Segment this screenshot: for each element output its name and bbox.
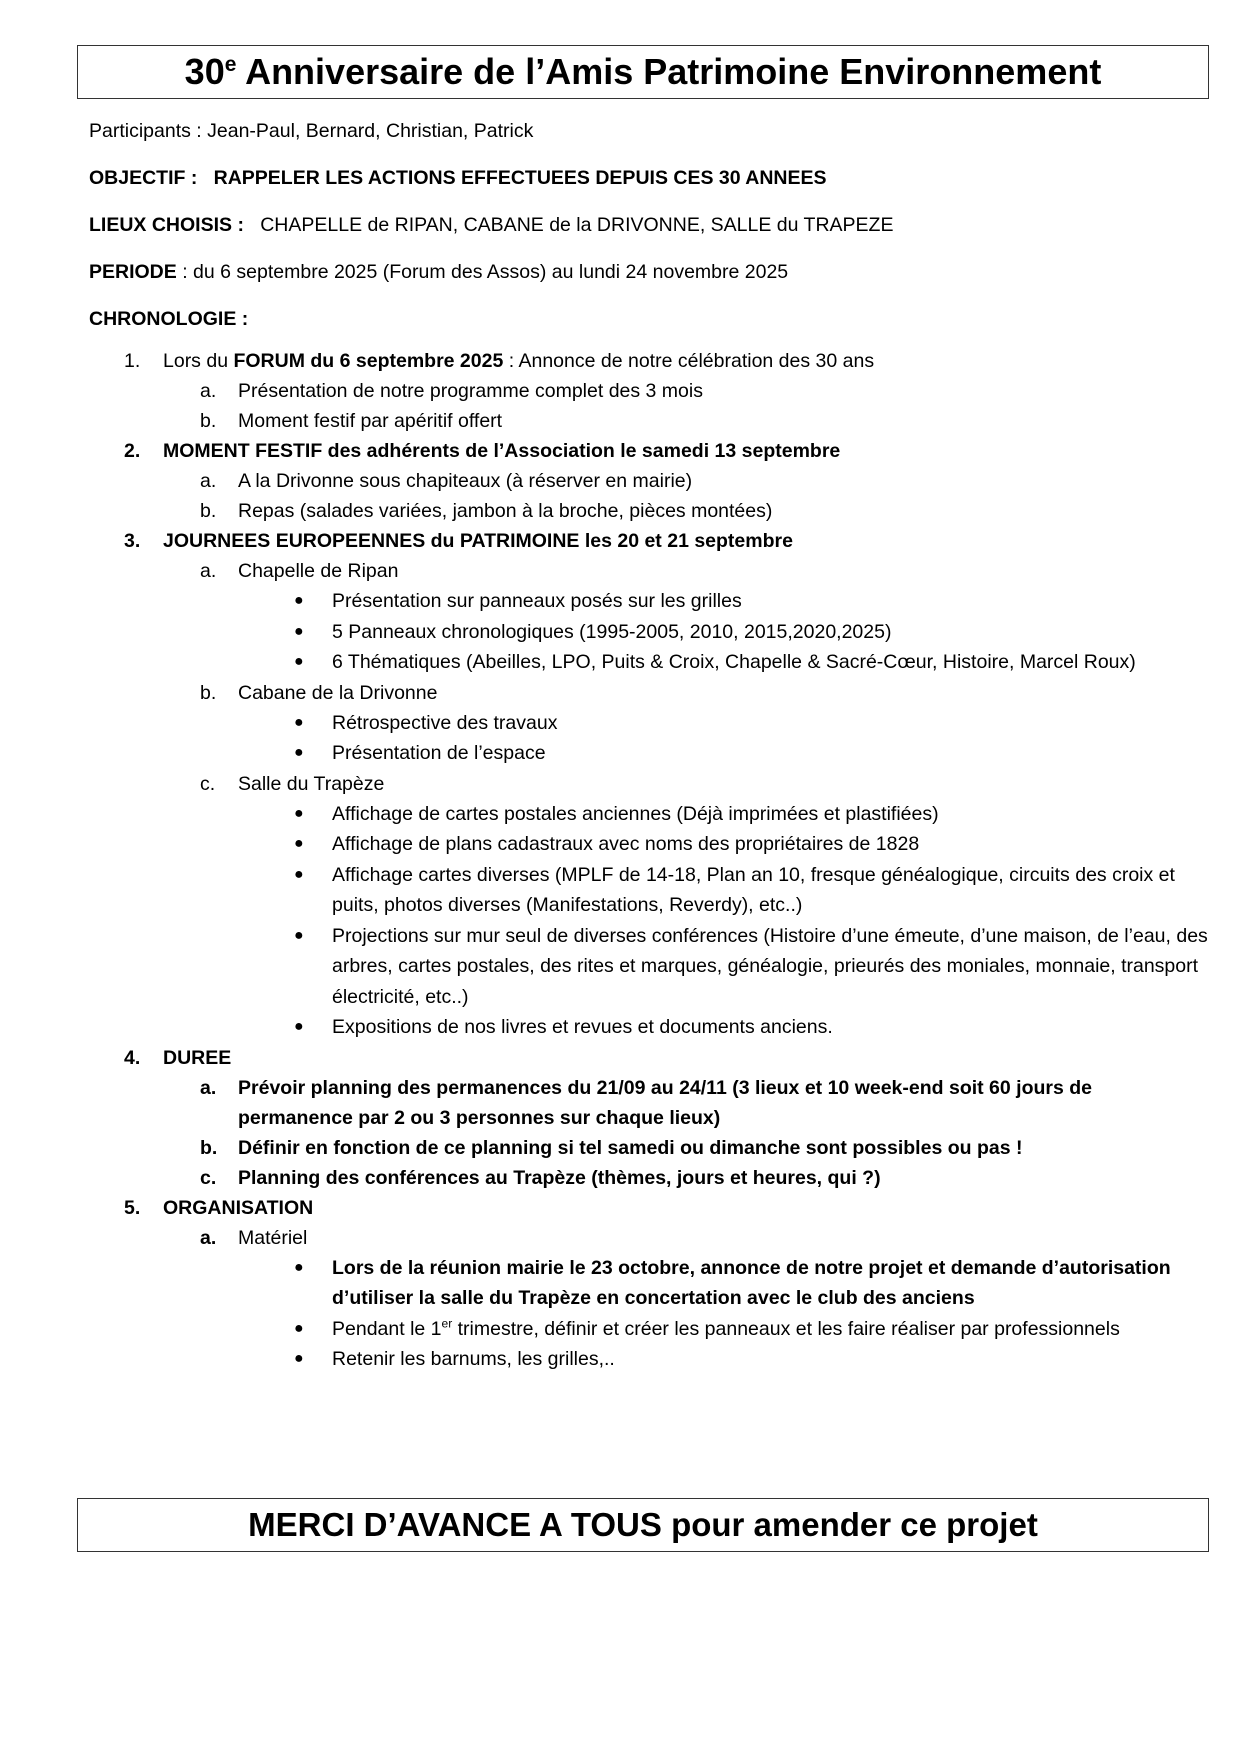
sub-label: a. [200,1226,217,1249]
bullet-icon: ● [294,1018,304,1035]
item-number: 2. [124,440,141,462]
sub-item [89,466,1209,496]
sub-label: c. [200,1166,217,1189]
sub-item [89,1073,1209,1133]
periode-line [89,259,1209,285]
title-superscript: e [224,53,237,76]
item-text: Lors du [163,350,234,372]
bullet-item [89,921,1209,1013]
item-text: : Annonce de notre célébration des 30 ans [503,350,875,372]
bullet-text-part: trimestre, définir et créer les panneaux et les faire réaliser par professionnels [452,1317,1120,1340]
sub-text: Prévoir planning des permanences du 21/09 au 24/11 (3 lieux et 10 week-end soit 60 jours de permanence par 2 ou 3 personnes sur chaque lieux) [238,1076,1093,1129]
item-text: MOMENT FESTIF des adhérents de l’Association le samedi 13 septembre [163,440,841,462]
sub-item [89,496,1209,526]
footer-text: MERCI D’AVANCE A TOUS pour amender ce projet [248,1506,1038,1543]
sub-label: a. [200,380,217,402]
item-number: 5. [124,1196,141,1219]
participants-line: Participants : Jean-Paul, Bernard, Christian, Patrick [89,120,534,142]
item-number: 3. [124,530,141,552]
bullet-text: Présentation de l’espace [332,742,546,764]
sub-label: a. [200,560,217,582]
sub-label: c. [200,772,216,795]
bullet-icon: ● [294,622,304,640]
sub-text: Chapelle de Ripan [238,560,399,582]
sub-item [89,376,1209,406]
sub-text: Planning des conférences au Trapèze (thèmes, jours et heures, qui ?) [238,1166,881,1189]
periode-label: PERIODE [89,261,177,283]
periode-value: : du 6 septembre 2025 (Forum des Assos) au lundi 24 novembre 2025 [176,261,789,283]
bullet-item [89,1012,1209,1043]
bullet-text: Affichage cartes diverses (MPLF de 14-18, Plan an 10, fresque généalogique, circuits des croix et puits, photos diverses (Manifestations, Reverdy), etc..) [332,863,1175,916]
chronologie-heading: CHRONOLOGIE : [89,308,249,330]
title-number: 30 [184,51,225,92]
item-number: 1. [124,350,141,372]
item-text: ORGANISATION [163,1196,314,1219]
bullet-icon: ● [294,1258,304,1276]
list-item-moment-festif [89,436,1209,526]
sub-text: Moment festif par apéritif offert [238,410,503,432]
bullet-icon: ● [294,713,304,731]
sub-text: A la Drivonne sous chapiteaux (à réserver en mairie) [238,470,693,492]
bullet-list [238,708,1209,769]
bullet-text: Présentation sur panneaux posés sur les grilles [332,590,742,612]
chronologie-list [89,346,1209,1375]
sub-text: Matériel [238,1226,308,1249]
bullet-item [89,1344,1209,1375]
bullet-text: Retenir les barnums, les grilles,.. [332,1348,615,1370]
title-box [77,45,1209,99]
bullet-icon: ● [294,804,304,822]
bullet-text: Rétrospective des travaux [332,711,558,734]
sub-item-cabane [89,678,1209,769]
item-number: 4. [124,1046,141,1069]
sub-list [163,466,1209,526]
lieux-label: LIEUX CHOISIS : [89,214,244,236]
document-body [89,118,1209,1375]
bullet-item [89,1314,1209,1345]
sub-list [163,1223,1209,1375]
sub-text: Repas (salades variées, jambon à la broche, pièces montées) [238,500,773,522]
sub-label: b. [200,681,217,704]
bullet-item [89,647,1209,678]
bullet-icon: ● [294,1319,304,1337]
bullet-text: Affichage de cartes postales anciennes (Déjà imprimées et plastifiées) [332,802,939,825]
bullet-icon: ● [294,592,304,609]
lieux-line [89,212,1209,238]
sub-list [163,1073,1209,1193]
bullet-item [89,1253,1209,1314]
lieux-value: CHAPELLE de RIPAN, CABANE de la DRIVONNE, SALLE du TRAPEZE [260,214,894,236]
sub-label: b. [200,1136,218,1159]
sub-text: Définir en fonction de ce planning si tel samedi ou dimanche sont possibles ou pas ! [238,1136,1023,1159]
bullet-item [89,617,1209,648]
bullet-text [332,1314,1209,1345]
list-item-organisation [89,1193,1209,1375]
item-text: JOURNEES EUROPEENNES du PATRIMOINE les 20 et 21 septembre [163,530,793,552]
bullet-item [89,708,1209,739]
bullet-text: 6 Thématiques (Abeilles, LPO, Puits & Croix, Chapelle & Sacré-Cœur, Histoire, Marcel Roux) [332,651,1136,673]
bullet-list [238,1253,1209,1375]
bullet-list [238,799,1209,1043]
bullet-text: Lors de la réunion mairie le 23 octobre, annonce de notre projet et demande d’autorisation d’utiliser la salle du Trapèze en concertation avec le club des anciens [332,1256,1171,1309]
bullet-superscript: er [441,1316,453,1330]
objectif-line [89,165,1209,191]
title-text: Anniversaire de l’Amis Patrimoine Environnement [236,51,1102,92]
bullet-item [89,586,1209,617]
list-item-journees-patrimoine [89,526,1209,1043]
page-title [185,51,1102,93]
bullet-icon: ● [294,1350,304,1367]
item-text: DUREE [163,1046,232,1069]
bullet-icon: ● [294,926,304,944]
bullet-list [238,586,1209,678]
sub-text: Présentation de notre programme complet des 3 mois [238,380,703,402]
sub-item-materiel [89,1223,1209,1375]
list-item-forum [89,346,1209,436]
item-text-bold: FORUM du 6 septembre 2025 [233,350,504,372]
bullet-text: Affichage de plans cadastraux avec noms des propriétaires de 1828 [332,833,920,855]
bullet-icon: ● [294,865,304,883]
sub-label: b. [200,410,217,432]
sub-list [163,376,1209,436]
sub-item-trapeze [89,769,1209,1043]
bullet-item [89,860,1209,921]
sub-text: Salle du Trapèze [238,772,385,795]
bullet-icon: ● [294,835,304,852]
list-item-duree [89,1043,1209,1193]
sub-label: a. [200,470,217,492]
sub-label: b. [200,500,217,522]
footer-box [77,1498,1209,1552]
sub-item [89,406,1209,436]
sub-item [89,1163,1209,1193]
sub-text: Cabane de la Drivonne [238,681,438,704]
bullet-item [89,799,1209,830]
objectif-label: OBJECTIF : [89,167,198,189]
sub-item [89,1133,1209,1163]
bullet-icon: ● [294,744,304,761]
bullet-text: Projections sur mur seul de diverses conférences (Histoire d’une émeute, d’une maison, de l’eau, des arbres, cartes postales, des rites et marques, généalogie, prieurés des moniales, monnaie, transport électricité, etc..) [332,924,1208,1008]
sub-label: a. [200,1076,217,1099]
objectif-value: RAPPELER LES ACTIONS EFFECTUEES DEPUIS CES 30 ANNEES [213,167,827,189]
bullet-item [89,829,1209,860]
bullet-text: Expositions de nos livres et revues et documents anciens. [332,1016,833,1038]
bullet-text: 5 Panneaux chronologiques (1995-2005, 2010, 2015,2020,2025) [332,620,892,643]
sub-item-chapelle [89,556,1209,678]
sub-list [163,556,1209,1043]
bullet-icon: ● [294,653,304,670]
bullet-text-part: Pendant le 1 [332,1317,442,1340]
bullet-item [89,738,1209,769]
